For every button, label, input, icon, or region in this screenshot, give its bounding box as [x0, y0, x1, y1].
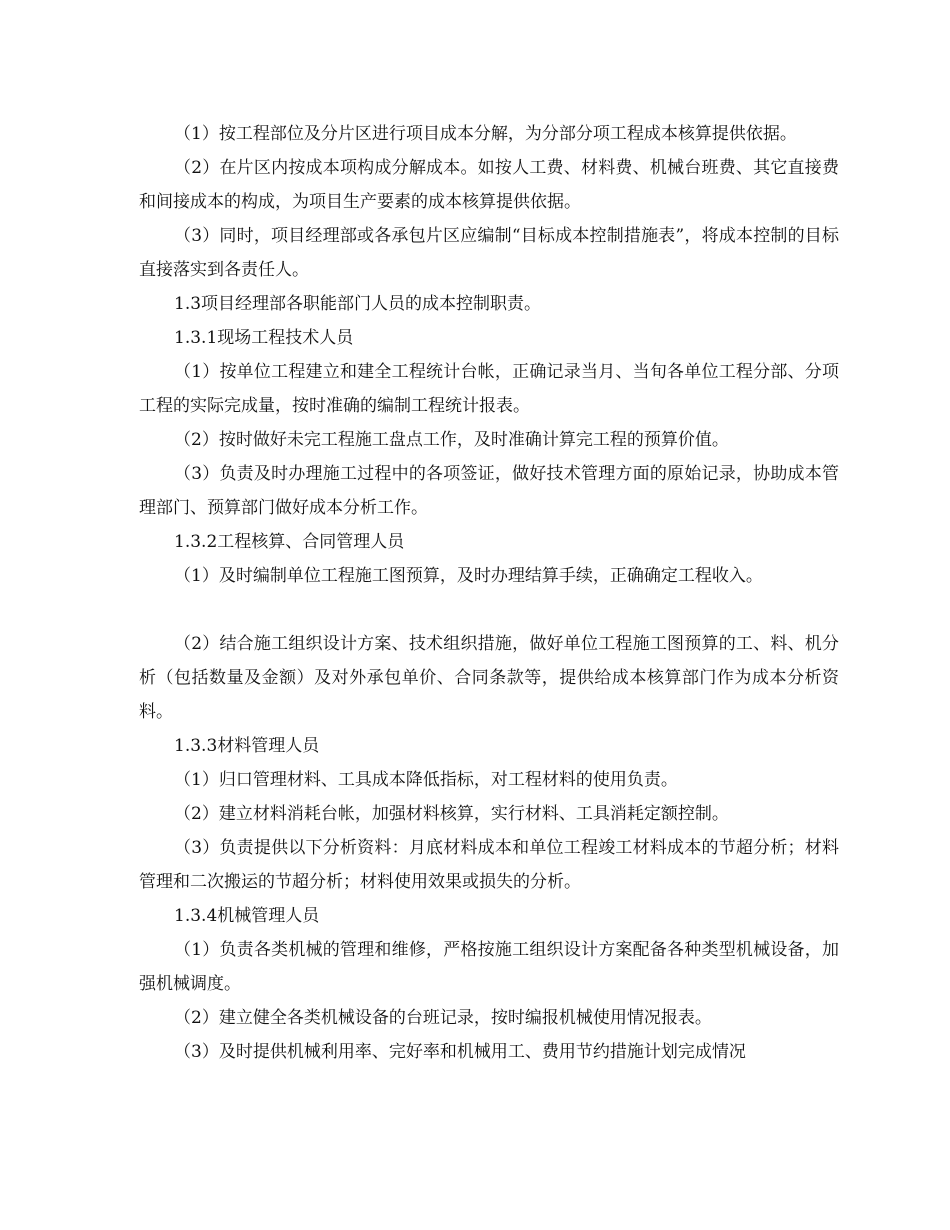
section-heading-1-3-1: 1.3.1现场工程技术人员	[174, 328, 354, 348]
section-heading-1-3-2: 1.3.2工程核算、合同管理人员	[174, 532, 405, 552]
paragraph-13: （1）归口管理材料、工具成本降低指标，对工程材料的使用负责。	[174, 770, 678, 790]
paragraph-6: （1）按单位工程建立和建全工程统计台帐，正确记录当月、当旬各单位工程分部、分项工程的实际完成量，按时准确的编制工程统计报表。	[139, 362, 839, 416]
paragraph-2: （2）在片区内按成本项构成分解成本。如按人工费、材料费、机械台班费、其它直接费和间接成本的构成，为项目生产要素的成本核算提供依据。	[139, 158, 839, 212]
section-heading-1-3-3: 1.3.3材料管理人员	[174, 736, 320, 756]
paragraph-3: （3）同时，项目经理部或各承包片区应编制“目标成本控制措施表”，将成本控制的目标直接落实到各责任人。	[139, 226, 839, 280]
paragraph-10: （1）及时编制单位工程施工图预算，及时办理结算手续，正确确定工程收入。	[174, 566, 763, 586]
section-heading-1-3: 1.3项目经理部各职能部门人员的成本控制职责。	[174, 294, 542, 314]
document-body	[139, 117, 839, 1069]
section-heading-1-3-4: 1.3.4机械管理人员	[174, 906, 320, 926]
paragraph-1: （1）按工程部位及分片区进行项目成本分解，为分部分项工程成本核算提供依据。	[174, 124, 797, 144]
paragraph-14: （2）建立材料消耗台帐，加强材料核算，实行材料、工具消耗定额控制。	[174, 804, 729, 824]
paragraph-8: （3）负责及时办理施工过程中的各项签证，做好技术管理方面的原始记录，协助成本管理部门、预算部门做好成本分析工作。	[139, 464, 839, 518]
paragraph-15: （3）负责提供以下分析资料：月底材料成本和单位工程竣工材料成本的节超分析；材料管理和二次搬运的节超分析；材料使用效果或损失的分析。	[139, 838, 839, 892]
paragraph-19: （3）及时提供机械利用率、完好率和机械用工、费用节约措施计划完成情况	[174, 1042, 746, 1062]
paragraph-17: （1）负责各类机械的管理和维修，严格按施工组织设计方案配备各种类型机械设备，加强机械调度。	[139, 940, 839, 994]
paragraph-7: （2）按时做好未完工程施工盘点工作，及时准确计算完工程的预算价值。	[174, 430, 729, 450]
paragraph-18: （2）建立健全各类机械设备的台班记录，按时编报机械使用情况报表。	[174, 1008, 712, 1028]
paragraph-11: （2）结合施工组织设计方案、技术组织措施，做好单位工程施工图预算的工、料、机分析（包括数量及金额）及对外承包单价、合同条款等，提供给成本核算部门作为成本分析资料。	[139, 634, 839, 722]
paragraph-spacer	[139, 593, 839, 627]
